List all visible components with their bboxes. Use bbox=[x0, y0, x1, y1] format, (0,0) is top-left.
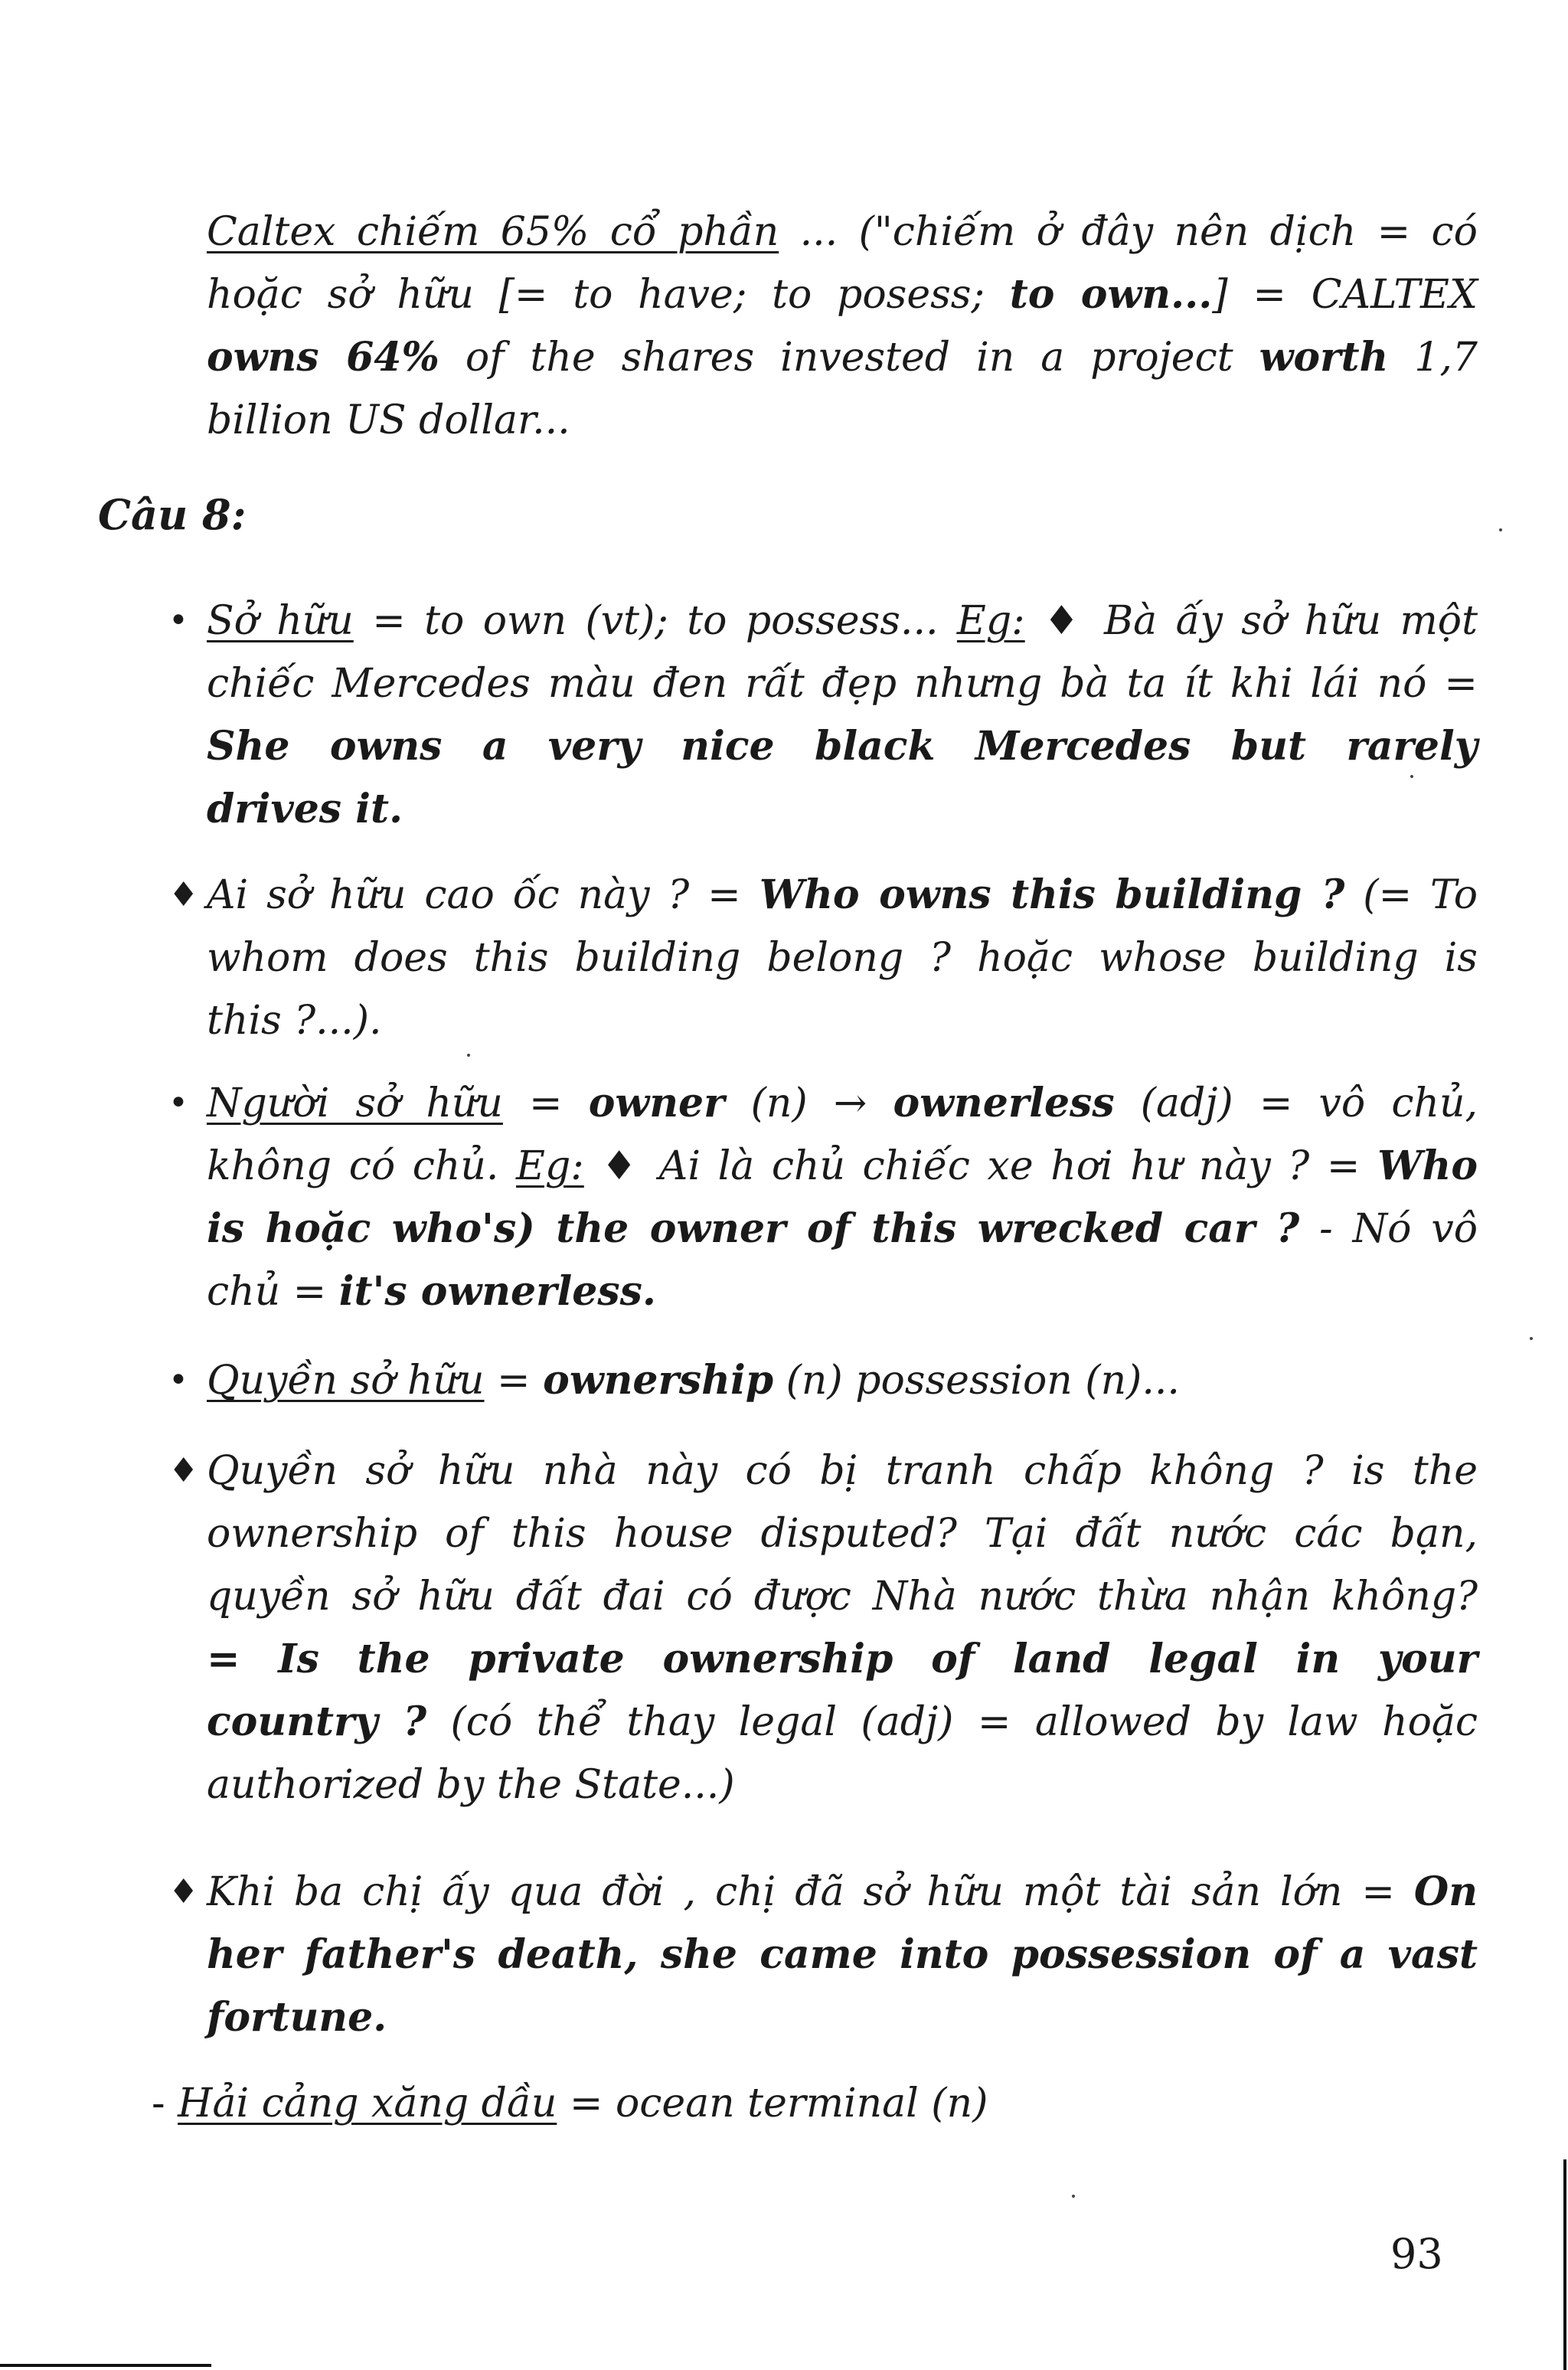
term-so-huu: Sở hữu bbox=[207, 598, 354, 644]
entry-line: chủ = it's ownerless. bbox=[207, 1268, 657, 1315]
entry-line: authorized by the State...) bbox=[207, 1762, 735, 1808]
bullet-icon: • bbox=[168, 1361, 188, 1400]
diamond-icon: ♦ bbox=[168, 1872, 199, 1911]
entry-nguoi-so-huu bbox=[168, 1072, 1478, 1323]
scan-speck bbox=[1499, 528, 1502, 531]
term-nguoi-so-huu: Người sở hữu bbox=[207, 1080, 503, 1126]
scan-speck bbox=[1410, 775, 1413, 778]
entry-line: chiếc Mercedes màu đen rất đẹp nhưng bà ta ít khi lái nó = bbox=[207, 661, 1478, 707]
entry-possession-example bbox=[168, 1861, 1478, 2049]
entry-line: Khi ba chị ấy qua đời , chị đã sở hữu một tài sản lớn = On bbox=[207, 1868, 1478, 1915]
entry-line: - Hải cảng xăng dầu = ocean terminal (n) bbox=[152, 2081, 988, 2126]
entry-line: Quyền sở hữu nhà này có bị tranh chấp không ? is the bbox=[207, 1448, 1478, 1494]
entry-line: Quyền sở hữu = ownership (n) possession (n)... bbox=[207, 1357, 1180, 1404]
example-label: Eg: bbox=[516, 1143, 584, 1189]
entry-line: không có chủ. Eg: ♦ Ai là chủ chiếc xe hơi hư này ? = Who bbox=[207, 1143, 1478, 1189]
intro-line-2: hoặc sở hữu [= to have; to posess; to own...] = CALTEX bbox=[207, 271, 1478, 318]
bullet-icon: • bbox=[168, 601, 188, 640]
entry-line: country ? (có thể thay legal (adj) = allowed by law hoặc bbox=[207, 1698, 1478, 1745]
page-number: 93 bbox=[1390, 2230, 1443, 2278]
term-quyen-so-huu: Quyền sở hữu bbox=[207, 1358, 485, 1404]
entry-line: Người sở hữu = owner (n) → ownerless (adj) = vô chủ, bbox=[207, 1080, 1478, 1126]
entry-hai-cang bbox=[152, 2072, 1423, 2135]
bullet-icon: • bbox=[168, 1084, 188, 1123]
entry-ownership-example bbox=[168, 1440, 1478, 1816]
intro-term: Caltex chiếm 65% cổ phần bbox=[207, 209, 779, 255]
intro-paragraph bbox=[207, 201, 1478, 452]
section-heading: Câu 8: bbox=[98, 490, 247, 539]
entry-line: She owns a very nice black Mercedes but rarely bbox=[207, 723, 1478, 770]
intro-line-3: owns 64% of the shares invested in a project worth 1,7 bbox=[207, 334, 1478, 381]
scan-speck bbox=[1530, 1337, 1533, 1340]
entry-quyen-so-huu bbox=[168, 1349, 1478, 1412]
entry-line: Sở hữu = to own (vt); to possess... Eg: ♦ Bà ấy sở hữu một bbox=[207, 598, 1478, 644]
entry-line: this ?...). bbox=[207, 998, 382, 1044]
entry-line: is hoặc who's) the owner of this wrecked car ? - Nó vô bbox=[207, 1205, 1478, 1252]
entry-line: fortune. bbox=[207, 1994, 387, 2041]
entry-who-owns bbox=[168, 864, 1478, 1052]
entry-line: drives it. bbox=[207, 786, 403, 832]
term-hai-cang: Hải cảng xăng dầu bbox=[178, 2081, 557, 2126]
scan-speck bbox=[467, 1054, 470, 1057]
entry-line: her father's death, she came into possession of a vast bbox=[207, 1931, 1478, 1978]
scan-speck bbox=[1072, 2195, 1075, 2198]
intro-line-4: billion US dollar... bbox=[207, 397, 570, 443]
example-label: Eg: bbox=[956, 598, 1025, 644]
right-edge-line bbox=[1563, 2159, 1566, 2370]
entry-so-huu bbox=[168, 590, 1478, 841]
entry-line: ownership of this house disputed? Tại đất nước các bạn, bbox=[207, 1511, 1478, 1557]
entry-line: whom does this building belong ? hoặc whose building is bbox=[207, 935, 1478, 981]
entry-line: = Is the private ownership of land legal in your bbox=[207, 1636, 1478, 1682]
bottom-edge-line bbox=[0, 2364, 211, 2367]
diamond-icon: ♦ bbox=[168, 875, 199, 914]
entry-line: quyền sở hữu đất đai có được Nhà nước thừa nhận không? bbox=[207, 1574, 1478, 1620]
diamond-icon: ♦ bbox=[1044, 598, 1086, 644]
intro-line-1: Caltex chiếm 65% cổ phần ... ("chiếm ở đây nên dịch = có bbox=[207, 209, 1478, 255]
entry-line: Ai sở hữu cao ốc này ? = Who owns this building ? (= To bbox=[207, 871, 1478, 918]
diamond-icon: ♦ bbox=[601, 1143, 642, 1189]
diamond-icon: ♦ bbox=[168, 1451, 199, 1490]
